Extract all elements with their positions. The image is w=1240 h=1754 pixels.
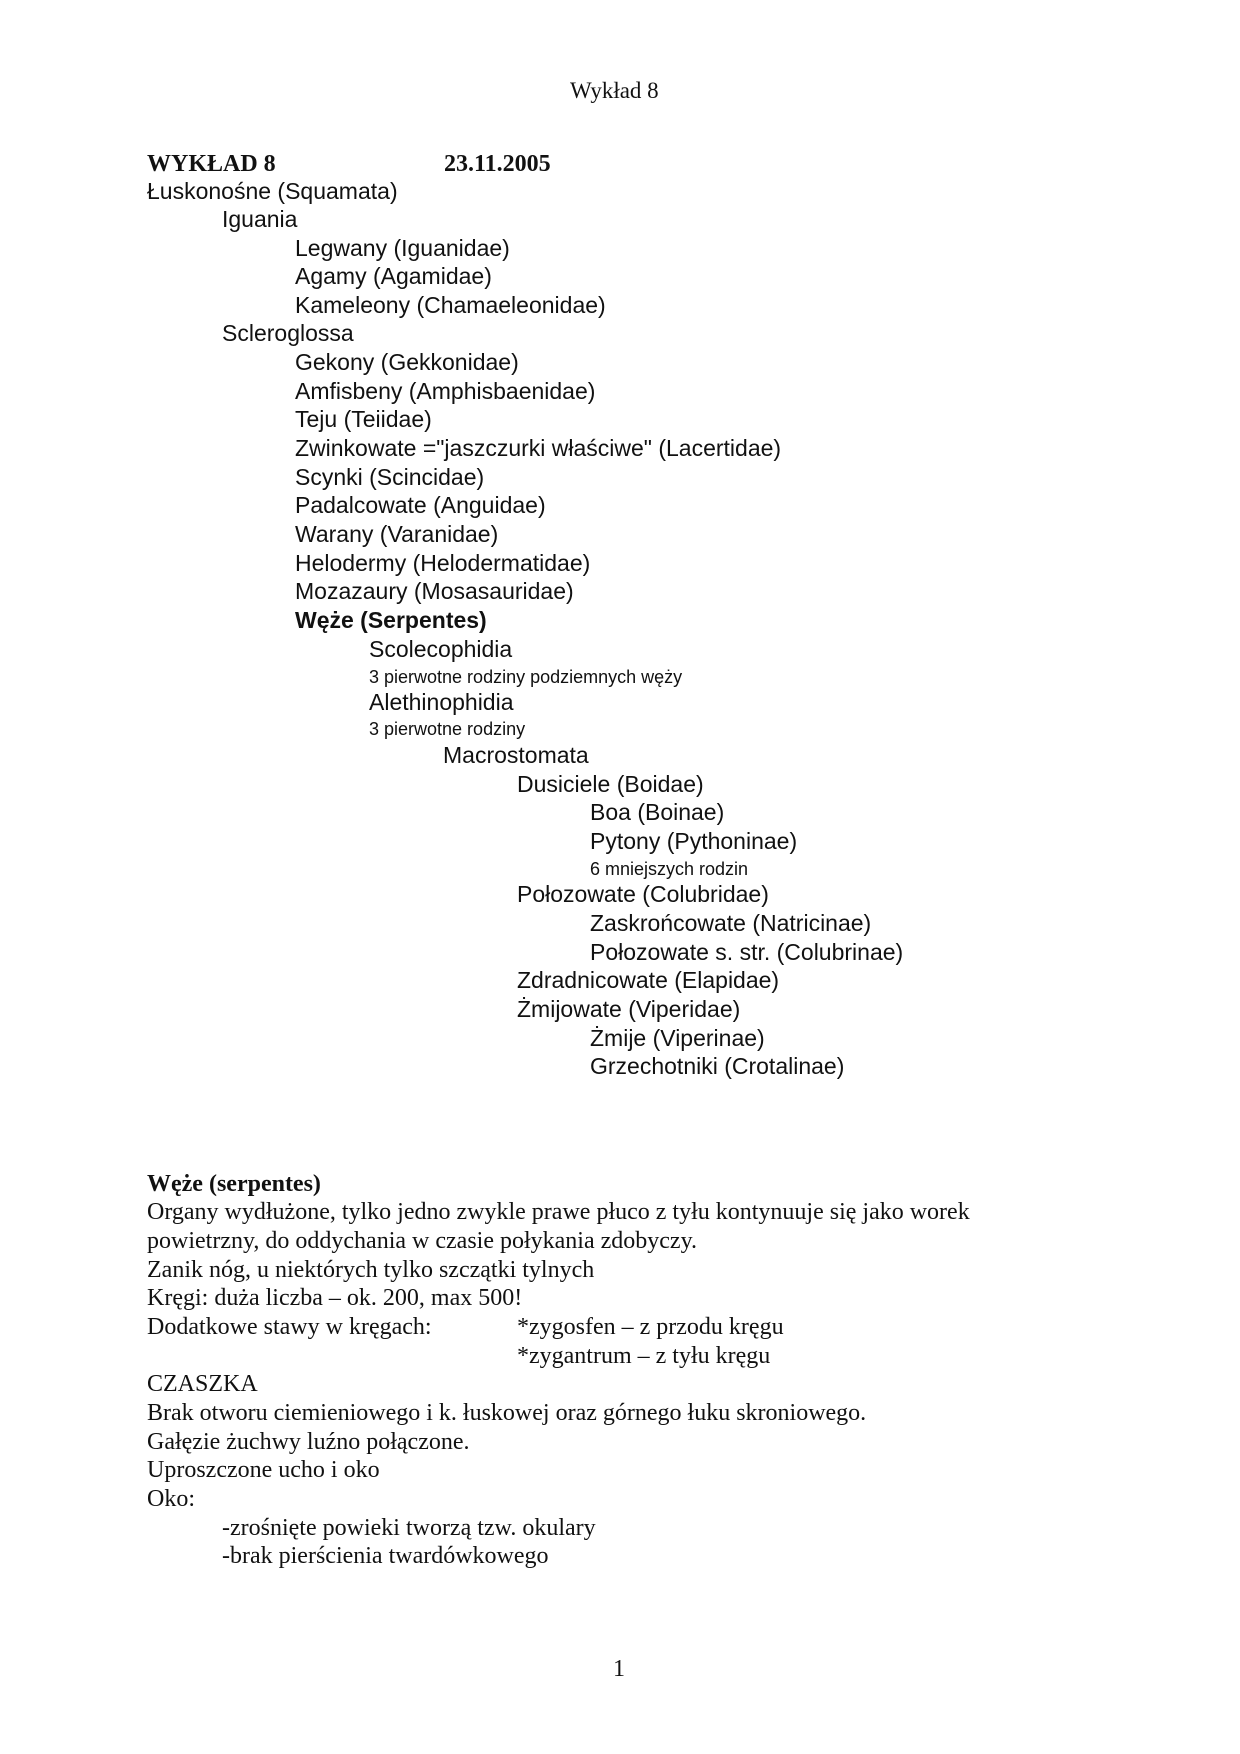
group-alethinophidia: Alethinophidia (369, 689, 514, 715)
family-varanidae: Warany (Varanidae) (295, 521, 499, 547)
eye-item-1: -zrośnięte powieki tworzą tzw. okulary (222, 1515, 596, 1541)
subfamily-pythoninae: Pytony (Pythoninae) (590, 828, 798, 854)
family-amphisbaenidae: Amfisbeny (Amphisbaenidae) (295, 378, 596, 404)
joints-label: Dodatkowe stawy w kręgach: (147, 1314, 432, 1340)
order-squamata: Łuskonośne (Squamata) (147, 178, 398, 204)
family-gekkonidae: Gekony (Gekkonidae) (295, 349, 519, 375)
group-scolecophidia: Scolecophidia (369, 636, 513, 662)
family-scincidae: Scynki (Scincidae) (295, 464, 485, 490)
family-anguidae: Padalcowate (Anguidae) (295, 492, 546, 518)
family-viperidae: Żmijowate (Viperidae) (517, 996, 741, 1022)
zygantrum-item: *zygantrum – z tyłu kręgu (517, 1343, 771, 1369)
subfamily-viperinae: Żmije (Viperinae) (590, 1025, 765, 1051)
organs-line-2: powietrzny, do oddychania w czasie połykania zdobyczy. (147, 1228, 698, 1254)
zygosphene-item: *zygosfen – z przodu kręgu (517, 1314, 784, 1340)
scolecophidia-note: 3 pierwotne rodziny podziemnych węży (369, 667, 683, 687)
suborder-iguania: Iguania (222, 206, 298, 232)
skull-heading: CZASZKA (147, 1371, 258, 1397)
subfamily-colubrinae: Połozowate s. str. (Colubrinae) (590, 939, 904, 965)
family-chamaeleonidae: Kameleony (Chamaeleonidae) (295, 292, 606, 318)
lecture-title: WYKŁAD 8 (147, 151, 276, 177)
family-mosasauridae: Mozazaury (Mosasauridae) (295, 578, 574, 604)
eye-item-2: -brak pierścienia twardówkowego (222, 1543, 549, 1569)
family-boidae: Dusiciele (Boidae) (517, 771, 704, 797)
family-helodermatidae: Helodermy (Helodermatidae) (295, 550, 591, 576)
running-header: Wykład 8 (570, 78, 659, 103)
eye-label: Oko: (147, 1486, 195, 1512)
boidae-note: 6 mniejszych rodzin (590, 859, 749, 879)
alethinophidia-note: 3 pierwotne rodziny (369, 719, 526, 739)
skull-line-3: Uproszczone ucho i oko (147, 1457, 380, 1483)
subfamily-natricinae: Zaskrońcowate (Natricinae) (590, 910, 872, 936)
lecture-date: 23.11.2005 (444, 151, 551, 177)
skull-line-2: Gałęzie żuchwy luźno połączone. (147, 1429, 470, 1455)
organs-line-1: Organy wydłużone, tylko jedno zwykle prawe płuco z tyłu kontynuuje się jako worek (147, 1199, 970, 1225)
suborder-scleroglossa: Scleroglossa (222, 320, 354, 346)
family-colubridae: Połozowate (Colubridae) (517, 881, 769, 907)
family-teiidae: Teju (Teiidae) (295, 406, 432, 432)
group-serpentes: Węże (Serpentes) (295, 607, 487, 633)
vertebrae-line: Kręgi: duża liczba – ok. 200, max 500! (147, 1285, 523, 1311)
family-elapidae: Zdradnicowate (Elapidae) (517, 967, 780, 993)
page-number: 1 (613, 1656, 625, 1682)
family-lacertidae: Zwinkowate ="jaszczurki właściwe" (Lacertidae) (295, 435, 782, 461)
family-agamidae: Agamy (Agamidae) (295, 263, 492, 289)
skull-line-1: Brak otworu ciemieniowego i k. łuskowej oraz górnego łuku skroniowego. (147, 1400, 867, 1426)
section-heading: Węże (serpentes) (147, 1171, 321, 1197)
subfamily-crotalinae: Grzechotniki (Crotalinae) (590, 1053, 845, 1079)
subfamily-boinae: Boa (Boinae) (590, 799, 725, 825)
family-iguanidae: Legwany (Iguanidae) (295, 235, 510, 261)
legs-line: Zanik nóg, u niektórych tylko szczątki tylnych (147, 1257, 595, 1283)
group-macrostomata: Macrostomata (443, 742, 589, 768)
